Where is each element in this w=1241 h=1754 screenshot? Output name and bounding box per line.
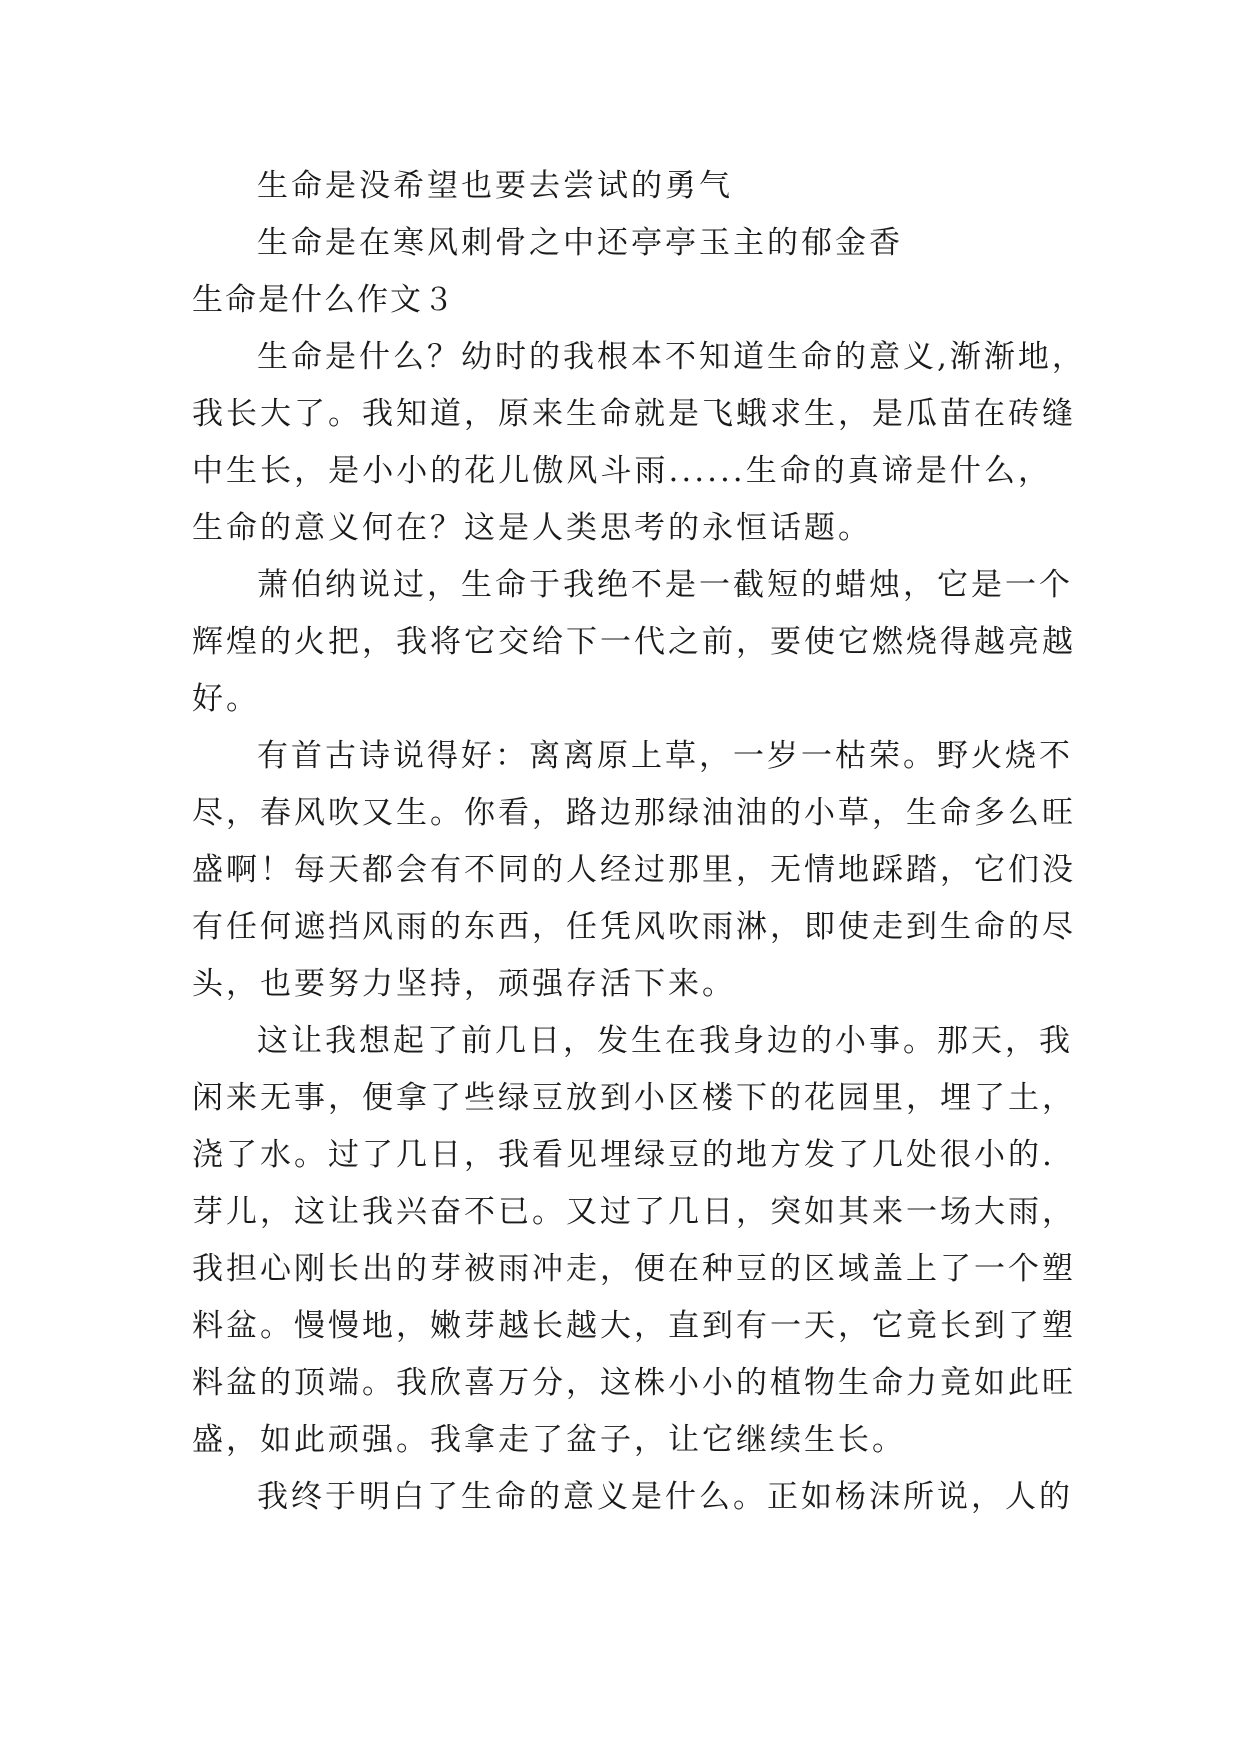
text-line: 生命的意义何在？这是人类思考的永恒话题。 [192, 510, 872, 546]
text-line: 生命是没希望也要去尝试的勇气 [257, 168, 733, 204]
text-line: 芽儿，这让我兴奋不已。又过了几日，突如其来一场大雨， [192, 1194, 1076, 1230]
text-line: 尽，春风吹又生。你看，路边那绿油油的小草，生命多么旺 [192, 795, 1076, 831]
text-line: 萧伯纳说过，生命于我绝不是一截短的蜡烛，它是一个 [257, 567, 1073, 603]
text-line: 盛，如此顽强。我拿走了盆子，让它继续生长。 [192, 1422, 906, 1458]
text-line: 这让我想起了前几日，发生在我身边的小事。那天，我 [257, 1023, 1073, 1059]
section-heading: 生命是什么作文３ [192, 282, 456, 318]
text-line: 中生长，是小小的花儿傲风斗雨......生命的真谛是什么， [192, 453, 1052, 489]
text-line: 闲来无事，便拿了些绿豆放到小区楼下的花园里，埋了土， [192, 1080, 1076, 1116]
text-line: 有任何遮挡风雨的东西，任凭风吹雨淋，即使走到生命的尽 [192, 909, 1076, 945]
text-line: 盛啊！每天都会有不同的人经过那里，无情地踩踏，它们没 [192, 852, 1076, 888]
text-line: 好。 [192, 681, 260, 717]
text-line: 料盆的顶端。我欣喜万分，这株小小的植物生命力竟如此旺 [192, 1365, 1076, 1401]
text-line: 浇了水。过了几日，我看见埋绿豆的地方发了几处很小的. [192, 1137, 1055, 1173]
text-line: 有首古诗说得好：离离原上草，一岁一枯荣。野火烧不 [257, 738, 1073, 774]
text-line: 生命是在寒风刺骨之中还亭亭玉主的郁金香 [257, 225, 903, 261]
text-line: 生命是什么？幼时的我根本不知道生命的意义,渐渐地， [257, 339, 1086, 375]
text-line: 我长大了。我知道，原来生命就是飞蛾求生，是瓜苗在砖缝 [192, 396, 1076, 432]
text-line: 头，也要努力坚持，顽强存活下来。 [192, 966, 736, 1002]
text-line: 料盆。慢慢地，嫩芽越长越大，直到有一天，它竟长到了塑 [192, 1308, 1076, 1344]
text-line: 我终于明白了生命的意义是什么。正如杨沫所说，人的 [257, 1479, 1073, 1515]
text-line: 我担心刚长出的芽被雨冲走，便在种豆的区域盖上了一个塑 [192, 1251, 1076, 1287]
document-body [192, 158, 1086, 1526]
text-line: 辉煌的火把，我将它交给下一代之前，要使它燃烧得越亮越 [192, 624, 1076, 660]
